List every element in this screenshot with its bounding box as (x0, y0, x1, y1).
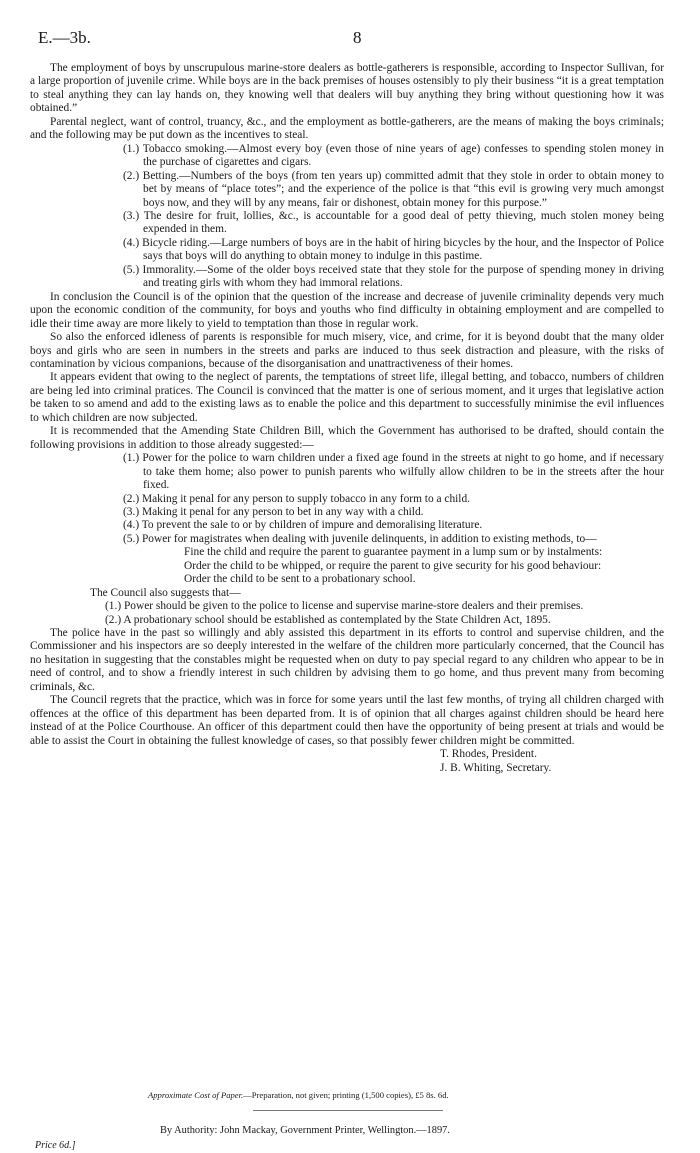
provision-subitem: Order the child to be sent to a probationary school. (184, 573, 416, 586)
provision-item: (3.) Making it penal for any person to bet in any way with a child. (123, 505, 424, 518)
provision-subitem: Fine the child and require the parent to guarantee payment in a lump sum or by instalments: (184, 546, 603, 559)
incentive-item: (2.) Betting.—Numbers of the boys (from ten years up) committed admit that they stole in order to obtain money to bet by means of “place totes”; and the experience of the police is that “this evil is growing very much amongst boys now, and they will by any means, fair or dishonest, obtain money for this purpose.” (123, 169, 664, 209)
page-number: 8 (353, 28, 362, 47)
paragraph: So also the enforced idleness of parents is responsible for much misery, vice, and crime, for it is beyond doubt that the many older boys and girls who are seen in numbers in the streets and parks are induced to thus seek distraction and pleasure, with the risks of contamination by vicious companions, because of the disorganisation and unattractiveness of their homes. (30, 331, 664, 370)
footer-divider (253, 1110, 443, 1111)
provision-item: (4.) To prevent the sale to or by children of impure and demoralising literature. (123, 519, 483, 532)
provision-item: (1.) Power for the police to warn children under a fixed age found in the streets at night to go home, and if necessary to take them home; also power to punish parents who wilfully allow children to be in the streets after the hour fixed. (123, 452, 664, 492)
incentive-item: (3.) The desire for fruit, lollies, &c., is accountable for a good deal of petty thieving, much stolen money being expended in them. (123, 209, 664, 236)
provision-subitem: Order the child to be whipped, or require the parent to give security for his good behaviour: (184, 559, 602, 572)
provision-item: (5.) Power for magistrates when dealing with juvenile delinquents, in addition to existing methods, to— (123, 532, 597, 545)
price-note: Price 6d.] (35, 1140, 76, 1151)
paragraph: The police have in the past so willingly and ably assisted this department in its efforts to control and supervise children, and the Commissioner and his inspectors are so deeply interested in the welfare of the children more particularly concerned, that the Council has no hesitation in suggesting that the constables might be requested when on duty to pay special regard to any children who appear to be in need of control, and to show a friendly interest in such children by advising them to go home, and thus prevent many from becoming criminals, &c. (30, 627, 664, 693)
paragraph: It appears evident that owing to the neglect of parents, the temptations of street life, illegal betting, and tobacco, numbers of children are being led into criminal pratices. The Council is convinced that the matter is one of serious moment, and it urges that legislative action be taken to so amend and add to the existing laws as to enable the police and this department to successfully minimise the evil influences to which children are now subjected. (30, 371, 664, 424)
suggestion-item: (2.) A probationary school should be established as contemplated by the State Children Act, 1895. (105, 613, 551, 626)
cost-label: Approximate Cost of Paper. (148, 1090, 244, 1100)
president-signature: T. Rhodes, President. (440, 748, 537, 761)
paragraph: It is recommended that the Amending State Children Bill, which the Government has authorised to be drafted, should contain the following provisions in addition to those already suggested:— (30, 425, 664, 451)
incentive-item: (4.) Bicycle riding.—Large numbers of boys are in the habit of hiring bicycles by the hour, and the Inspector of Police says that boys will do anything to obtain money to indulge in this pastime. (123, 236, 664, 263)
paragraph: The Council also suggests that— (90, 586, 241, 599)
cost-note (148, 1090, 449, 1100)
incentive-item: (1.) Tobacco smoking.—Almost every boy (even those of nine years of age) confesses to spending stolen money in the purchase of cigarettes and cigars. (123, 142, 664, 169)
incentive-item: (5.) Immorality.—Some of the older boys received state that they stole for the purpose of spending money in driving and treating girls with whom they had immoral relations. (123, 263, 664, 290)
cost-text: —Preparation, not given; printing (1,500 copies), £5 8s. 6d. (243, 1090, 449, 1100)
provision-item: (2.) Making it penal for any person to supply tobacco in any form to a child. (123, 492, 471, 505)
paragraph: The Council regrets that the practice, which was in force for some years until the last few months, of trying all children charged with offences at the office of this department has been departed from. It is of opinion that all charges against children should be heard here instead of at the Police Courthouse. An officer of this department could then have the opportunity of being present at trials and would be able to assist the Court in obtaining the fullest knowledge of cases, so that possibly fewer children might be committed. (30, 694, 664, 747)
document-reference: E.—3b. (38, 28, 91, 47)
secretary-signature: J. B. Whiting, Secretary. (440, 761, 552, 774)
document-body (30, 62, 664, 775)
printer-authority: By Authority: John Mackay, Government Printer, Wellington.—1897. (160, 1125, 450, 1136)
paragraph: The employment of boys by unscrupulous marine-store dealers as bottle-gatherers is responsible, according to Inspector Sullivan, for a large proportion of juvenile crime. While boys are in the back premises of houses ostensibly to ply their business “it is a great temptation to steal anything they can lay hands on, they knowing well that dealers will buy anything they bring without questioning how it was obtained.” (30, 62, 664, 115)
suggestion-item: (1.) Power should be given to the police to license and supervise marine-store dealers and their premises. (105, 600, 584, 613)
paragraph: In conclusion the Council is of the opinion that the question of the increase and decrease of juvenile criminality depends very much upon the economic condition of the community, for boys and youths who find difficulty in obtaining employment and are compelled to idle their time away are more likely to yield to temptation than those in regular work. (30, 290, 664, 330)
paragraph: Parental neglect, want of control, truancy, &c., and the employment as bottle-gatherers, are the means of making the boys criminals; and the following may be put down as the incentives to steal. (30, 115, 664, 142)
